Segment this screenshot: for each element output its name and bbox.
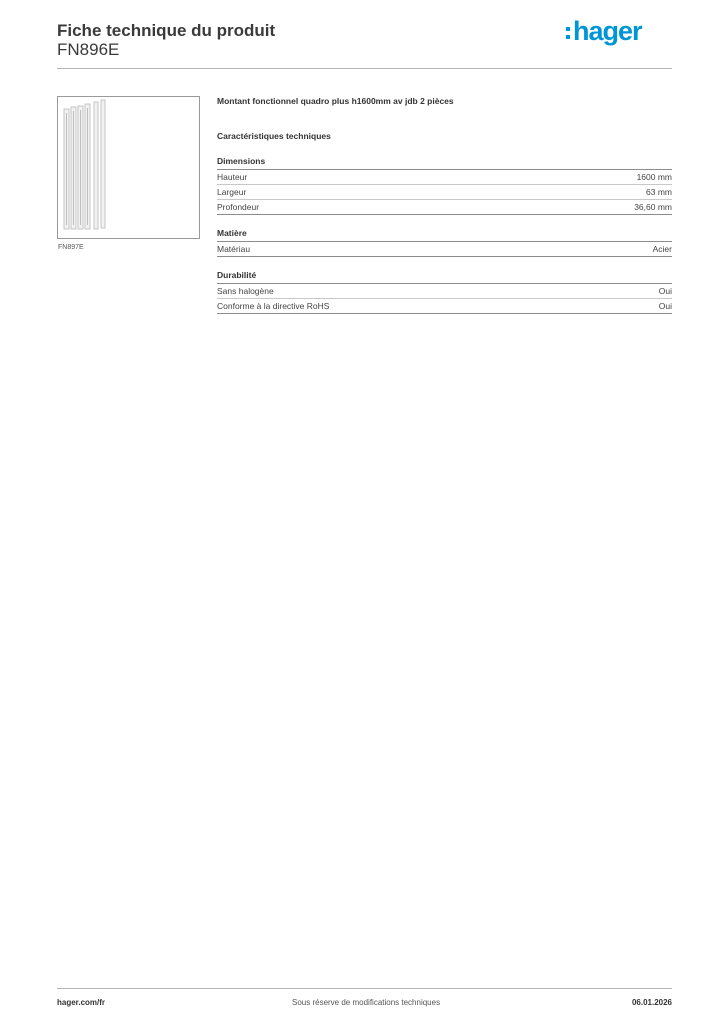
footer-website-link[interactable]: hager.com/fr	[57, 998, 106, 1007]
spec-row	[217, 299, 672, 314]
image-caption: FN897E	[58, 244, 84, 251]
product-reference: FN896E	[57, 40, 120, 59]
spec-group-dimensions	[217, 156, 672, 215]
spec-group-durability	[217, 270, 672, 314]
spec-content	[217, 96, 672, 314]
logo-dots-icon	[566, 27, 570, 39]
spec-label: Matériau	[217, 244, 251, 254]
hager-logo	[566, 16, 642, 46]
product-rails-illustration	[58, 97, 199, 238]
product-image	[57, 96, 200, 239]
spec-label: Conforme à la directive RoHS	[217, 301, 330, 311]
spec-rows	[217, 284, 672, 314]
spec-label: Profondeur	[217, 202, 260, 212]
spec-rows	[217, 242, 672, 257]
group-title: Durabilité	[217, 270, 672, 284]
group-title: Matière	[217, 228, 672, 242]
footer-date: 06.01.2026	[631, 998, 672, 1007]
spec-value: 63 mm	[646, 187, 672, 197]
spec-label: Sans halogène	[217, 286, 274, 296]
footer-disclaimer: Sous réserve de modifications techniques	[292, 998, 441, 1007]
spec-row	[217, 242, 672, 257]
spec-value: Acier	[652, 244, 672, 254]
spec-value: Oui	[658, 286, 672, 296]
spec-value: 36,60 mm	[634, 202, 672, 212]
logo-text: hager	[573, 16, 642, 46]
spec-label: Largeur	[217, 187, 247, 197]
spec-value: Oui	[658, 301, 672, 311]
spec-rows	[217, 170, 672, 215]
group-title: Dimensions	[217, 156, 672, 170]
header-divider	[57, 68, 672, 69]
spec-row	[217, 284, 672, 299]
spec-row	[217, 170, 672, 185]
section-title: Caractéristiques techniques	[217, 131, 331, 141]
spec-value: 1600 mm	[636, 172, 672, 182]
spec-row	[217, 185, 672, 200]
spec-row	[217, 200, 672, 215]
page-title: Fiche technique du produit	[57, 21, 276, 40]
spec-group-material	[217, 228, 672, 257]
product-description: Montant fonctionnel quadro plus h1600mm av jdb 2 pièces	[217, 96, 454, 106]
footer-divider	[57, 988, 672, 989]
spec-label: Hauteur	[217, 172, 248, 182]
